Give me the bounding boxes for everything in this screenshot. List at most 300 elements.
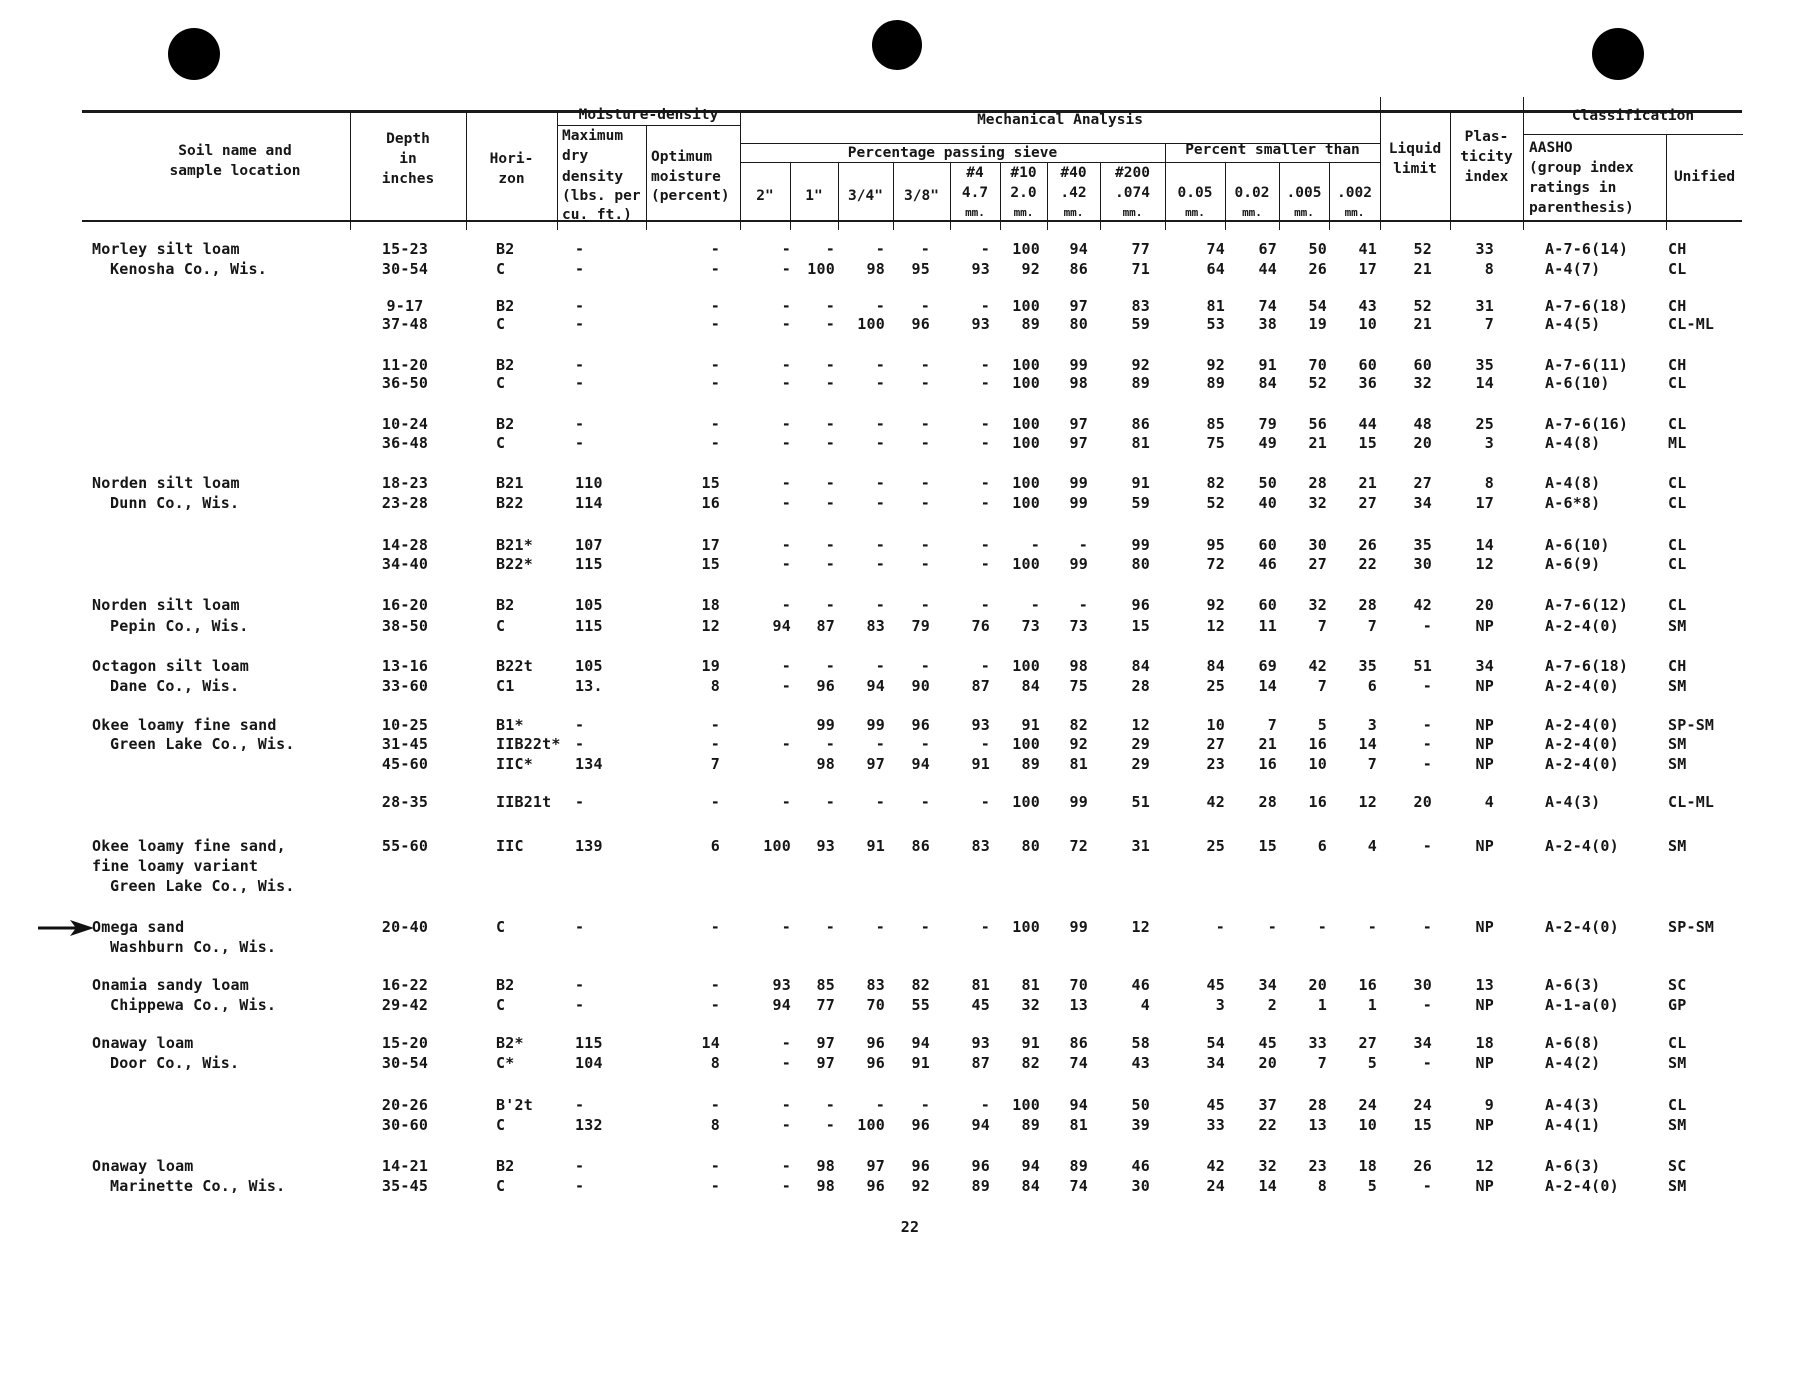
value-cell: - [1422, 996, 1432, 1014]
max-density-cell: - [575, 415, 585, 433]
horizon-cell: IIB22t* [496, 735, 561, 753]
value-cell: 94 [866, 677, 885, 695]
value-cell: 100 [1012, 240, 1040, 258]
value-cell: 20 [1413, 793, 1432, 811]
value-cell: 96 [866, 1034, 885, 1052]
page-number: 22 [900, 1218, 920, 1236]
value-cell: 16 [1258, 755, 1277, 773]
value-cell: - [875, 415, 885, 433]
depth-cell: 29-42 [381, 996, 429, 1014]
moisture-underline [557, 125, 740, 126]
value-cell: 43 [1131, 1054, 1150, 1072]
value-cell: - [875, 596, 885, 614]
unified-cell: SM [1668, 1116, 1687, 1134]
hdr-optimum: moisture [651, 169, 721, 185]
value-cell: 81 [1069, 1116, 1088, 1134]
value-cell: - [781, 356, 791, 374]
opt-moisture-cell: - [710, 996, 720, 1014]
value-cell: 79 [1258, 415, 1277, 433]
horizon-cell: C [496, 918, 506, 936]
value-cell: 56 [1308, 415, 1327, 433]
value-cell: - [825, 374, 835, 392]
opt-moisture-cell: - [710, 240, 720, 258]
horizon-cell: B2 [496, 1157, 515, 1175]
unified-cell: SM [1668, 617, 1687, 635]
value-cell: 23 [1308, 1157, 1327, 1175]
hdr-optimum: Optimum [651, 149, 713, 165]
value-cell: 28 [1358, 596, 1377, 614]
value-cell: - [825, 1116, 835, 1134]
value-cell: 94 [772, 996, 791, 1014]
soil-name-cell: fine loamy variant [92, 857, 259, 875]
soil-name-cell: Morley silt loam [92, 240, 240, 258]
aashto-cell: A-4(2) [1545, 1054, 1601, 1072]
horizon-cell: C [496, 260, 506, 278]
aashto-cell: A-2-4(0) [1545, 837, 1619, 855]
max-density-cell: 134 [575, 755, 603, 773]
value-cell: 33 [1206, 1116, 1225, 1134]
value-cell: - [980, 1096, 990, 1114]
value-cell: 94 [1021, 1157, 1040, 1175]
max-density-cell: - [575, 716, 585, 734]
value-cell: 17 [1475, 494, 1494, 512]
value-cell: 6 [1317, 837, 1327, 855]
value-cell: - [1422, 617, 1432, 635]
value-cell: 42 [1206, 793, 1225, 811]
hdr-smaller-0005: .005 [1286, 185, 1322, 201]
horizon-cell: C [496, 1116, 506, 1134]
value-cell: 100 [1012, 297, 1040, 315]
value-cell: 94 [911, 1034, 930, 1052]
aashto-cell: A-4(8) [1545, 474, 1601, 492]
hdr-aashto: ratings in [1529, 180, 1617, 196]
value-cell: 97 [1069, 415, 1088, 433]
hdr-depth: Depth [386, 131, 430, 147]
value-cell: 39 [1131, 1116, 1150, 1134]
value-cell: - [781, 415, 791, 433]
value-cell: 92 [1069, 735, 1088, 753]
hdr-moisture-density: Moisture-density [578, 107, 719, 123]
value-cell: 46 [1131, 976, 1150, 994]
value-cell: NP [1475, 735, 1494, 753]
value-cell: 13 [1475, 976, 1494, 994]
value-cell: - [781, 536, 791, 554]
hdr-smaller-0005: mm. [1294, 206, 1314, 219]
value-cell: 99 [1069, 793, 1088, 811]
value-cell: 100 [857, 315, 885, 333]
depth-cell: 38-50 [381, 617, 429, 635]
value-cell: 14 [1258, 1177, 1277, 1195]
value-cell: 100 [1012, 735, 1040, 753]
hdr-plasticity: index [1464, 169, 1509, 185]
value-cell: 28 [1308, 1096, 1327, 1114]
horizon-cell: C [496, 315, 506, 333]
value-cell: - [825, 474, 835, 492]
value-cell: 93 [971, 1034, 990, 1052]
value-cell: - [781, 1034, 791, 1052]
value-cell: - [781, 315, 791, 333]
value-cell: 98 [816, 1157, 835, 1175]
value-cell: 83 [866, 617, 885, 635]
hdr-liquid-limit: Liquid [1388, 141, 1442, 157]
aashto-cell: A-4(8) [1545, 434, 1601, 452]
value-cell: 35 [1475, 356, 1494, 374]
value-cell: 13 [1308, 1116, 1327, 1134]
value-cell: - [781, 918, 791, 936]
value-cell: 96 [911, 1157, 930, 1175]
value-cell: 32 [1021, 996, 1040, 1014]
horizon-cell: B21* [496, 536, 533, 554]
value-cell: 91 [1131, 474, 1150, 492]
opt-moisture-cell: - [710, 1177, 720, 1195]
value-cell: 10 [1358, 1116, 1377, 1134]
depth-cell: 30-54 [381, 260, 429, 278]
aashto-cell: A-2-4(0) [1545, 918, 1619, 936]
value-cell: 96 [816, 677, 835, 695]
value-cell: - [920, 918, 930, 936]
hdr-sieve-10: #10 [1010, 165, 1037, 181]
value-cell: 7 [1317, 617, 1327, 635]
value-cell: 93 [971, 315, 990, 333]
hdr-sieve-10: mm. [1013, 206, 1034, 219]
value-cell: 25 [1206, 677, 1225, 695]
depth-cell: 10-25 [381, 716, 429, 734]
value-cell: - [980, 918, 990, 936]
value-cell: - [980, 356, 990, 374]
value-cell: - [875, 297, 885, 315]
value-cell: 99 [816, 716, 835, 734]
value-cell: 33 [1475, 240, 1494, 258]
class-underline [1523, 134, 1743, 135]
value-cell: 5 [1367, 1177, 1377, 1195]
value-cell: - [920, 1096, 930, 1114]
value-cell: 8 [1484, 474, 1494, 492]
max-density-cell: - [575, 1177, 585, 1195]
unified-cell: CL-ML [1668, 793, 1715, 811]
horizon-cell: B2 [496, 415, 515, 433]
horizon-cell: B'2t [496, 1096, 533, 1114]
value-cell: - [825, 918, 835, 936]
value-cell: 19 [1308, 315, 1327, 333]
value-cell: - [875, 434, 885, 452]
punch-hole-center [872, 20, 922, 70]
soil-name-cell: Onamia sandy loam [92, 976, 249, 994]
value-cell: 5 [1367, 1054, 1377, 1072]
soil-name-cell: Kenosha Co., Wis. [110, 260, 267, 278]
value-cell: 34 [1206, 1054, 1225, 1072]
value-cell: 55 [911, 996, 930, 1014]
value-cell: 20 [1475, 596, 1494, 614]
max-density-cell: - [575, 996, 585, 1014]
value-cell: 9 [1484, 1096, 1494, 1114]
value-cell: 87 [816, 617, 835, 635]
aashto-cell: A-6(8) [1545, 1034, 1601, 1052]
value-cell: - [920, 494, 930, 512]
value-cell: 44 [1258, 260, 1277, 278]
value-cell: - [980, 735, 990, 753]
opt-moisture-cell: 7 [710, 755, 720, 773]
value-cell: 60 [1413, 356, 1432, 374]
unified-cell: CL-ML [1668, 315, 1715, 333]
value-cell: 35 [1413, 536, 1432, 554]
value-cell: 81 [1131, 434, 1150, 452]
value-cell: NP [1475, 1116, 1494, 1134]
hdr-optimum: (percent) [651, 188, 730, 204]
value-cell: 12 [1131, 918, 1150, 936]
value-cell: 91 [1258, 356, 1277, 374]
value-cell: 22 [1258, 1116, 1277, 1134]
unified-cell: GP [1668, 996, 1687, 1014]
opt-moisture-cell: - [710, 918, 720, 936]
value-cell: 1 [1367, 996, 1377, 1014]
value-cell: 92 [911, 1177, 930, 1195]
value-cell: 96 [866, 1054, 885, 1072]
aashto-cell: A-4(3) [1545, 793, 1601, 811]
soil-name-cell: Octagon silt loam [92, 657, 249, 675]
value-cell: 10 [1206, 716, 1225, 734]
value-cell: 10 [1308, 755, 1327, 773]
value-cell: 99 [1069, 356, 1088, 374]
opt-moisture-cell: - [710, 315, 720, 333]
hdr-max-dry: cu. ft.) [562, 207, 632, 223]
value-cell: 51 [1131, 793, 1150, 811]
value-cell: 21 [1413, 260, 1432, 278]
value-cell: 93 [971, 716, 990, 734]
opt-moisture-cell: - [710, 793, 720, 811]
unified-cell: CL [1668, 374, 1687, 392]
aashto-cell: A-4(1) [1545, 1116, 1601, 1134]
value-cell: - [1317, 918, 1327, 936]
value-cell: - [781, 677, 791, 695]
value-cell: NP [1475, 1054, 1494, 1072]
unified-cell: CL [1668, 415, 1687, 433]
aashto-cell: A-6(3) [1545, 1157, 1601, 1175]
horizon-cell: B2 [496, 596, 515, 614]
hdr-soil-name: Soil name and [178, 143, 292, 159]
value-cell: - [1422, 755, 1432, 773]
value-cell: 46 [1258, 555, 1277, 573]
value-cell: 48 [1413, 415, 1432, 433]
depth-cell: 36-50 [381, 374, 429, 392]
aashto-cell: A-7-6(12) [1545, 596, 1629, 614]
value-cell: 15 [1358, 434, 1377, 452]
value-cell: 28 [1308, 474, 1327, 492]
max-density-cell: - [575, 735, 585, 753]
value-cell: - [781, 596, 791, 614]
value-cell: 76 [971, 617, 990, 635]
max-density-cell: - [575, 356, 585, 374]
soil-name-cell: Okee loamy fine sand [92, 716, 277, 734]
depth-cell: 13-16 [381, 657, 429, 675]
value-cell: 15 [1131, 617, 1150, 635]
max-density-cell: - [575, 434, 585, 452]
value-cell: 93 [816, 837, 835, 855]
aashto-cell: A-6*8) [1545, 494, 1601, 512]
value-cell: 80 [1069, 315, 1088, 333]
value-cell: 2 [1267, 996, 1277, 1014]
max-density-cell: - [575, 976, 585, 994]
value-cell: 82 [1206, 474, 1225, 492]
value-cell: 92 [1021, 260, 1040, 278]
value-cell: 29 [1131, 755, 1150, 773]
value-cell: NP [1475, 716, 1494, 734]
value-cell: 70 [866, 996, 885, 1014]
value-cell: 4 [1140, 996, 1150, 1014]
value-cell: - [875, 240, 885, 258]
opt-moisture-cell: 18 [701, 596, 720, 614]
value-cell: 37 [1258, 1096, 1277, 1114]
depth-cell: 55-60 [381, 837, 429, 855]
max-density-cell: 105 [575, 596, 603, 614]
value-cell: - [781, 474, 791, 492]
value-cell: 32 [1308, 596, 1327, 614]
unified-cell: SM [1668, 755, 1687, 773]
aashto-cell: A-7-6(16) [1545, 415, 1629, 433]
hdr-unified: Unified [1673, 169, 1736, 185]
unified-cell: SC [1668, 1157, 1687, 1175]
value-cell: - [781, 1157, 791, 1175]
value-cell: - [1422, 837, 1432, 855]
value-cell: 30 [1413, 555, 1432, 573]
value-cell: 30 [1308, 536, 1327, 554]
value-cell: 74 [1069, 1054, 1088, 1072]
value-cell: 89 [1021, 315, 1040, 333]
hdr-smaller-005: 0.05 [1177, 185, 1213, 201]
hdr-sample-location: sample location [169, 163, 301, 179]
value-cell: 50 [1258, 474, 1277, 492]
value-cell: - [825, 315, 835, 333]
value-cell: 74 [1258, 297, 1277, 315]
value-cell: 45 [1206, 1096, 1225, 1114]
value-cell: 31 [1131, 837, 1150, 855]
value-cell: - [1215, 918, 1225, 936]
value-cell: 100 [1012, 793, 1040, 811]
value-cell: 60 [1258, 536, 1277, 554]
value-cell: 73 [1069, 617, 1088, 635]
value-cell: 74 [1206, 240, 1225, 258]
depth-cell: 30-60 [381, 1116, 429, 1134]
value-cell: 69 [1258, 657, 1277, 675]
soil-name-cell: Dunn Co., Wis. [110, 494, 240, 512]
value-cell: 81 [1021, 976, 1040, 994]
value-cell: - [920, 240, 930, 258]
value-cell: 95 [911, 260, 930, 278]
value-cell: 7 [1367, 617, 1377, 635]
value-cell: 14 [1258, 677, 1277, 695]
value-cell: - [781, 374, 791, 392]
unified-cell: CH [1668, 297, 1687, 315]
value-cell: 49 [1258, 434, 1277, 452]
value-cell: 26 [1413, 1157, 1432, 1175]
horizon-cell: B22t [496, 657, 533, 675]
horizon-cell: B1* [496, 716, 524, 734]
value-cell: 15 [1258, 837, 1277, 855]
hdr-sieve-200: .074 [1115, 185, 1150, 201]
value-cell: 80 [1021, 837, 1040, 855]
value-cell: 30 [1413, 976, 1432, 994]
aashto-cell: A-6(9) [1545, 555, 1601, 573]
value-cell: 45 [1206, 976, 1225, 994]
horizon-cell: IIC [496, 837, 524, 855]
value-cell: 96 [866, 1177, 885, 1195]
depth-cell: 33-60 [381, 677, 429, 695]
value-cell: 91 [1021, 716, 1040, 734]
value-cell: 35 [1358, 657, 1377, 675]
value-cell: - [920, 555, 930, 573]
value-cell: 34 [1413, 494, 1432, 512]
value-cell: - [920, 536, 930, 554]
value-cell: - [825, 297, 835, 315]
value-cell: - [980, 536, 990, 554]
value-cell: 92 [1131, 356, 1150, 374]
value-cell: 84 [1258, 374, 1277, 392]
hdr-max-dry: Maximum [562, 128, 624, 144]
value-cell: 3 [1484, 434, 1494, 452]
hdr-plasticity: ticity [1460, 149, 1513, 165]
value-cell: 58 [1131, 1034, 1150, 1052]
aashto-cell: A-6(10) [1545, 374, 1610, 392]
opt-moisture-cell: 14 [701, 1034, 720, 1052]
value-cell: 7 [1484, 315, 1494, 333]
opt-moisture-cell: - [710, 716, 720, 734]
value-cell: 64 [1206, 260, 1225, 278]
horizon-cell: B22* [496, 555, 533, 573]
value-cell: 83 [1131, 297, 1150, 315]
unified-cell: CL [1668, 596, 1687, 614]
max-density-cell: - [575, 1157, 585, 1175]
value-cell: 15 [1413, 1116, 1432, 1134]
unified-cell: CL [1668, 1096, 1687, 1114]
value-cell: 85 [816, 976, 835, 994]
value-cell: 93 [772, 976, 791, 994]
value-cell: 27 [1358, 494, 1377, 512]
horizon-cell: B2 [496, 356, 515, 374]
opt-moisture-cell: - [710, 297, 720, 315]
value-cell: - [875, 793, 885, 811]
value-cell: - [980, 297, 990, 315]
value-cell: 77 [816, 996, 835, 1014]
value-cell: 84 [1021, 677, 1040, 695]
value-cell: - [920, 793, 930, 811]
value-cell: - [875, 536, 885, 554]
arrow-icon [36, 918, 96, 938]
value-cell: 97 [1069, 434, 1088, 452]
value-cell: - [875, 735, 885, 753]
value-cell: - [920, 735, 930, 753]
value-cell: 82 [1069, 716, 1088, 734]
hdr-depth: inches [381, 171, 435, 187]
value-cell: 12 [1131, 716, 1150, 734]
value-cell: 14 [1475, 374, 1494, 392]
depth-cell: 11-20 [381, 356, 429, 374]
value-cell: - [980, 434, 990, 452]
value-cell: 34 [1258, 976, 1277, 994]
hdr-sieve-10: 2.0 [1010, 185, 1037, 201]
value-cell: - [825, 240, 835, 258]
value-cell: 3 [1215, 996, 1225, 1014]
value-cell: 21 [1358, 474, 1377, 492]
value-cell: 24 [1358, 1096, 1377, 1114]
value-cell: 85 [1206, 415, 1225, 433]
value-cell: 34 [1475, 657, 1494, 675]
value-cell: - [875, 657, 885, 675]
col-divider [646, 126, 647, 230]
value-cell: 96 [911, 1116, 930, 1134]
value-cell: 45 [971, 996, 990, 1014]
max-density-cell: 115 [575, 617, 603, 635]
value-cell: 20 [1308, 976, 1327, 994]
value-cell: 86 [1069, 260, 1088, 278]
